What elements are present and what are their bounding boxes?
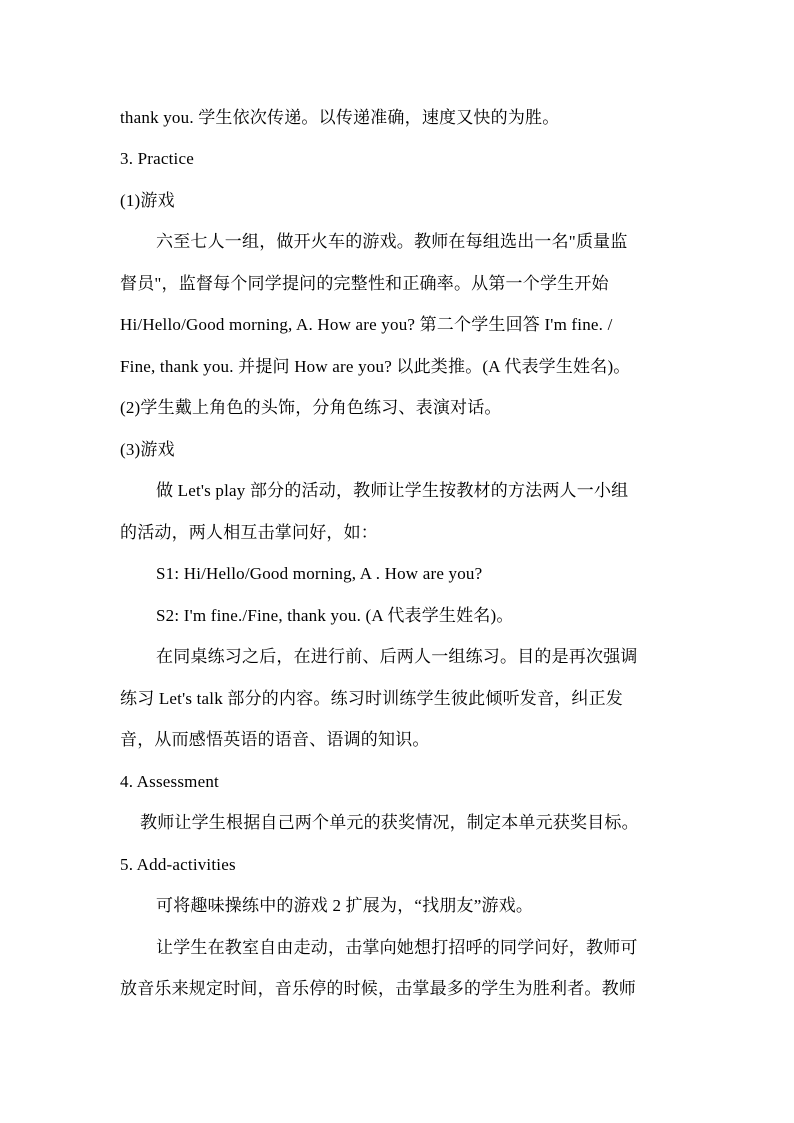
subheading-item-2: (2)学生戴上角色的头饰，分角色练习、表演对话。 <box>120 398 502 417</box>
paragraph-line: 六至七人一组，做开火车的游戏。教师在每组选出一名"质量监 <box>156 232 628 251</box>
paragraph-line: 放音乐来规定时间，音乐停的时候，击掌最多的学生为胜利者。教师 <box>120 979 636 998</box>
paragraph-line: 可将趣味操练中的游戏 2 扩展为，“找朋友”游戏。 <box>156 896 534 915</box>
section-heading-assessment: 4. Assessment <box>120 772 219 791</box>
paragraph-line: Fine, thank you. 并提问 How are you? 以此类推。(A 代表学生姓名)。 <box>120 357 631 376</box>
paragraph-line: Hi/Hello/Good morning, A. How are you? 第二个学生回答 I'm fine. / <box>120 315 613 334</box>
section-heading-add-activities: 5. Add-activities <box>120 855 236 874</box>
paragraph-line: 在同桌练习之后，在进行前、后两人一组练习。目的是再次强调 <box>156 647 638 666</box>
paragraph-line: 让学生在教室自由走动，击掌向她想打招呼的同学问好，教师可 <box>156 938 638 957</box>
paragraph-line: 练习 Let's talk 部分的内容。练习时训练学生彼此倾听发音，纠正发 <box>120 689 623 708</box>
paragraph-line: 督员"，监督每个同学提问的完整性和正确率。从第一个学生开始 <box>120 274 609 293</box>
paragraph-line: 音，从而感悟英语的语音、语调的知识。 <box>120 730 430 749</box>
paragraph-line: 教师让学生根据自己两个单元的获奖情况，制定本单元获奖目标。 <box>140 813 639 832</box>
subheading-game-3: (3)游戏 <box>120 440 175 459</box>
dialogue-line-s1: S1: Hi/Hello/Good morning, A . How are you? <box>156 564 483 583</box>
subheading-game-1: (1)游戏 <box>120 191 175 210</box>
paragraph-line: 做 Let's play 部分的活动，教师让学生按教材的方法两人一小组 <box>156 481 629 500</box>
dialogue-line-s2: S2: I'm fine./Fine, thank you. (A 代表学生姓名)。 <box>156 606 514 625</box>
paragraph-line: 的活动，两人相互击掌问好，如： <box>120 523 378 542</box>
section-heading-practice: 3. Practice <box>120 149 194 168</box>
paragraph-line: thank you. 学生依次传递。以传递准确，速度又快的为胜。 <box>120 108 560 127</box>
